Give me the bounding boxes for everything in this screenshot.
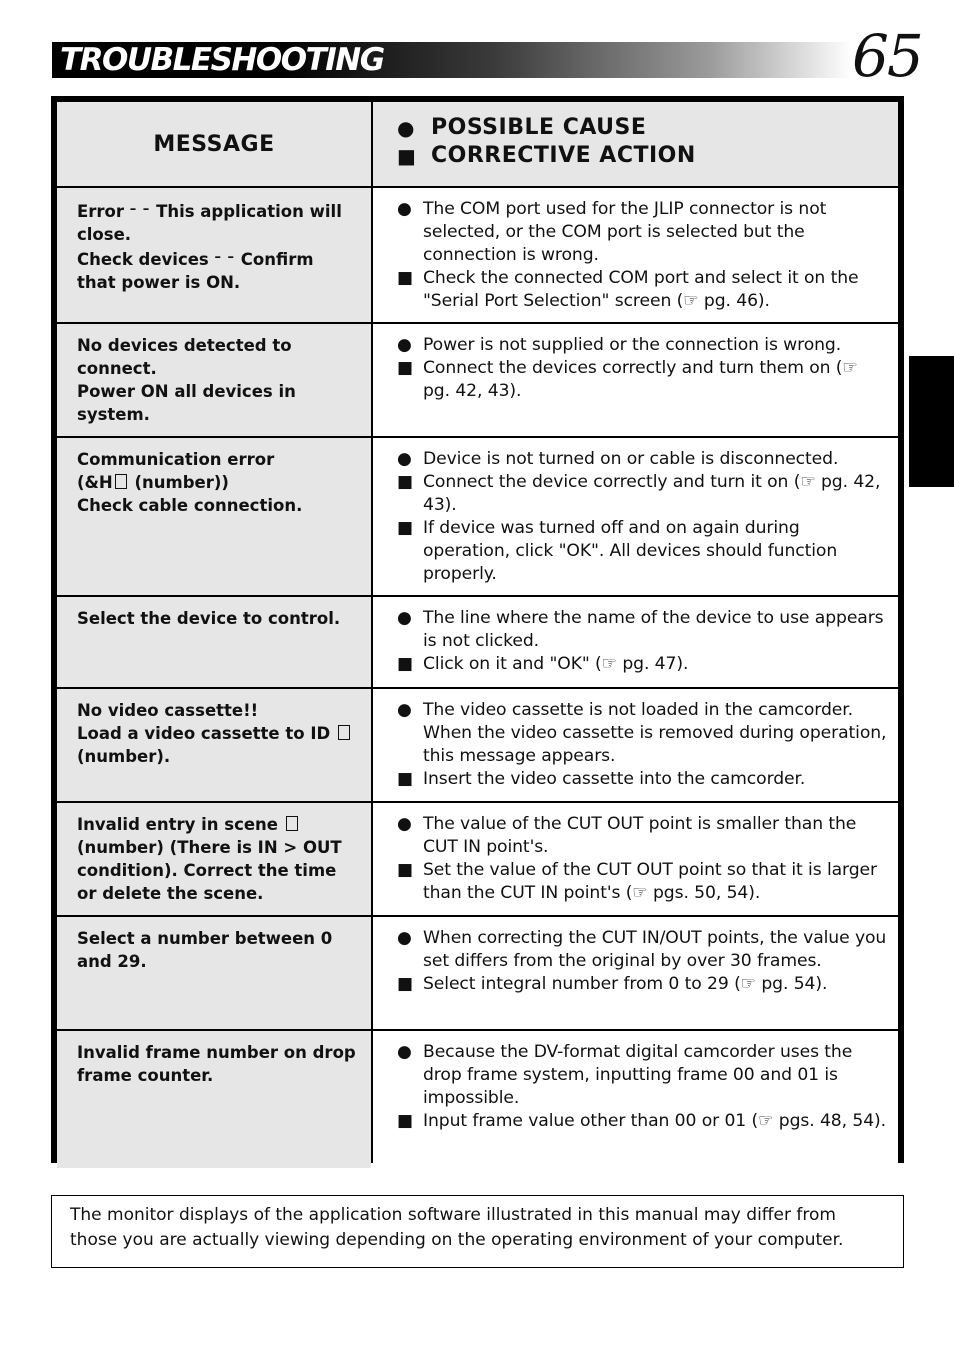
cause-bullet-icon: ● xyxy=(397,449,412,469)
cause-bullet-icon: ● xyxy=(397,335,412,355)
action-square-icon: ■ xyxy=(397,358,413,378)
placeholder-box-icon xyxy=(338,725,350,740)
table-row-cause-action xyxy=(373,597,898,687)
list-item: ■ If device was turned off and on again during operation, click "OK". All devices should function properly. xyxy=(397,518,838,584)
placeholder-dash-icon: – – xyxy=(129,202,151,217)
list-item: ■ Input frame value other than 00 or 01 (☞ pgs. 48, 54). xyxy=(397,1111,887,1131)
section-tab-marker xyxy=(909,356,954,487)
cause-bullet-icon: ● xyxy=(397,1042,412,1062)
list-item: ■ Set the value of the CUT OUT point so that it is larger than the CUT IN point's (☞ pgs. 50, 54). xyxy=(397,860,877,903)
action-square-icon: ■ xyxy=(397,268,413,288)
cause-bullet-icon: ● xyxy=(397,608,412,628)
action-square-icon: ■ xyxy=(397,654,413,674)
placeholder-box-icon xyxy=(286,816,298,831)
list-item: ● When correcting the CUT IN/OUT points, the value you set differs from the original by over 30 frames. xyxy=(397,928,887,971)
footnote-box xyxy=(51,1195,904,1268)
table-row-cause-action xyxy=(373,324,898,436)
cause-bullet-icon: ● xyxy=(397,199,412,219)
placeholder-box-icon xyxy=(115,474,127,489)
list-item: ■ Check the connected COM port and select it on the "Serial Port Selection" screen (☞ pg. 46). xyxy=(397,268,859,311)
action-square-icon: ■ xyxy=(397,144,417,168)
column-header-cause-label: POSSIBLE CAUSE xyxy=(431,115,647,140)
table-row-cause-action xyxy=(373,438,898,595)
column-header-message-label: MESSAGE xyxy=(153,131,275,157)
table-row-message: No devices detected to connect. Power ON all devices in system. xyxy=(57,324,371,436)
column-header-cause-action xyxy=(373,102,898,186)
table-row-cause-action xyxy=(373,689,898,801)
column-header-action-label: CORRECTIVE ACTION xyxy=(431,143,696,168)
list-item: ■ Connect the device correctly and turn it on (☞ pg. 42, 43). xyxy=(397,472,881,515)
table-row-message: Invalid entry in scene (number) (There is IN > OUT condition). Correct the time or delete the scene. xyxy=(57,803,371,915)
cause-bullet-icon: ● xyxy=(397,116,415,140)
action-square-icon: ■ xyxy=(397,974,413,994)
action-square-icon: ■ xyxy=(397,518,413,538)
list-item: ■ Insert the video cassette into the camcorder. xyxy=(397,769,806,789)
table-row-cause-action xyxy=(373,803,898,915)
list-item: ■ Select integral number from 0 to 29 (☞ pg. 54). xyxy=(397,974,828,994)
table-row-cause-action xyxy=(373,917,898,1029)
table-row-cause-action xyxy=(373,188,898,322)
table-row-message: Error – – This application will close. Check devices – – Confirm that power is ON. xyxy=(57,188,371,322)
list-item: ● Device is not turned on or cable is disconnected. xyxy=(397,449,839,469)
list-item: ● Power is not supplied or the connection is wrong. xyxy=(397,335,842,355)
action-square-icon: ■ xyxy=(397,1111,413,1131)
list-item: ● The video cassette is not loaded in the camcorder. When the video cassette is removed during operation, this message appears. xyxy=(397,700,887,766)
action-square-icon: ■ xyxy=(397,769,413,789)
troubleshooting-table xyxy=(51,96,904,1163)
section-header-bar xyxy=(52,42,852,78)
list-item: ■ Connect the devices correctly and turn them on (☞ pg. 42, 43). xyxy=(397,358,858,401)
table-row-cause-action xyxy=(373,1031,898,1168)
table-row-message: Select a number between 0 and 29. xyxy=(57,917,371,1029)
list-item: ■ Click on it and "OK" (☞ pg. 47). xyxy=(397,654,689,674)
action-square-icon: ■ xyxy=(397,860,413,880)
list-item: ● Because the DV-format digital camcorder uses the drop frame system, inputting frame 00 and 01 is impossible. xyxy=(397,1042,853,1108)
footnote-text: The monitor displays of the application software illustrated in this manual may differ from those you are actually viewing depending on the operating environment of your computer. xyxy=(70,1205,844,1250)
list-item: ● The value of the CUT OUT point is smaller than the CUT IN point's. xyxy=(397,814,857,857)
section-title: TROUBLESHOOTING xyxy=(60,42,384,78)
table-row-message: No video cassette!! Load a video cassette to ID (number). xyxy=(57,689,371,801)
list-item: ● The COM port used for the JLIP connector is not selected, or the COM port is selected but the connection is wrong. xyxy=(397,199,827,265)
table-row-message: Select the device to control. xyxy=(57,597,371,687)
placeholder-dash-icon: – – xyxy=(214,250,236,265)
cause-bullet-icon: ● xyxy=(397,814,412,834)
action-square-icon: ■ xyxy=(397,472,413,492)
table-row-message: Communication error (&H (number)) Check cable connection. xyxy=(57,438,371,595)
page-number: 65 xyxy=(852,22,922,90)
cause-bullet-icon: ● xyxy=(397,700,412,720)
column-header-message xyxy=(57,102,371,186)
cause-bullet-icon: ● xyxy=(397,928,412,948)
list-item: ● The line where the name of the device to use appears is not clicked. xyxy=(397,608,884,651)
table-row-message: Invalid frame number on drop frame counter. xyxy=(57,1031,371,1168)
